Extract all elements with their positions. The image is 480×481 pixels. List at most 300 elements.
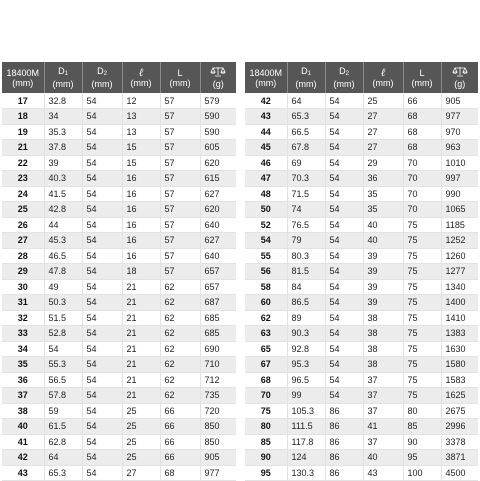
cell-size: 35	[2, 357, 44, 373]
column-header-ell	[363, 62, 403, 93]
cell-d2: 86	[325, 434, 363, 450]
cell-d1: 70.3	[287, 171, 325, 187]
cell-d2: 86	[325, 465, 363, 481]
column-header-d1	[44, 62, 82, 93]
cell-d1: 47.8	[44, 264, 82, 280]
cell-ell: 18	[122, 264, 160, 280]
cell-d2: 54	[82, 217, 122, 233]
cell-size: 70	[245, 388, 287, 404]
cell-d1: 124	[287, 450, 325, 466]
table-row	[2, 434, 236, 450]
cell-weight: 627	[200, 186, 236, 202]
table-row	[2, 372, 236, 388]
cell-size: 32	[2, 310, 44, 326]
cell-ell: 38	[363, 341, 403, 357]
table-row	[2, 202, 236, 218]
cell-d1: 89	[287, 310, 325, 326]
cell-ell: 16	[122, 186, 160, 202]
cell-d1: 50.3	[44, 295, 82, 311]
cell-l: 75	[403, 341, 441, 357]
table-row	[2, 403, 236, 419]
cell-weight: 657	[200, 264, 236, 280]
cell-l: 75	[403, 295, 441, 311]
cell-ell: 21	[122, 388, 160, 404]
cell-l: 75	[403, 372, 441, 388]
cell-size: 46	[245, 155, 287, 171]
table-row	[2, 171, 236, 187]
column-title: D1	[301, 66, 311, 77]
cell-d1: 54	[44, 341, 82, 357]
cell-ell: 16	[122, 217, 160, 233]
cell-ell: 40	[363, 450, 403, 466]
cell-weight: 710	[200, 357, 236, 373]
cell-size: 75	[245, 403, 287, 419]
cell-d2: 54	[82, 124, 122, 140]
cell-weight: 977	[441, 109, 478, 125]
cell-ell: 15	[122, 140, 160, 156]
cell-size: 48	[245, 186, 287, 202]
cell-l: 57	[160, 109, 200, 125]
cell-d2: 54	[325, 155, 363, 171]
cell-size: 62	[245, 310, 287, 326]
cell-weight: 1252	[441, 233, 478, 249]
column-title: ℓ	[138, 66, 144, 79]
cell-weight: 720	[200, 403, 236, 419]
cell-weight: 905	[200, 450, 236, 466]
cell-d1: 41.5	[44, 186, 82, 202]
cell-weight: 1410	[441, 310, 478, 326]
cell-weight: 620	[200, 202, 236, 218]
table-row	[245, 326, 478, 342]
cell-d1: 65.3	[287, 109, 325, 125]
cell-l: 62	[160, 326, 200, 342]
cell-size: 45	[245, 140, 287, 156]
table-row	[245, 372, 478, 388]
cell-d1: 40.3	[44, 171, 82, 187]
cell-ell: 39	[363, 279, 403, 295]
table-row	[2, 248, 236, 264]
cell-d2: 54	[82, 434, 122, 450]
cell-d2: 54	[82, 202, 122, 218]
cell-ell: 21	[122, 372, 160, 388]
table-row	[245, 217, 478, 233]
cell-ell: 12	[122, 93, 160, 109]
table-row	[245, 419, 478, 435]
cell-size: 23	[2, 171, 44, 187]
cell-ell: 37	[363, 388, 403, 404]
column-unit: (mm)	[333, 79, 355, 89]
cell-d1: 117.8	[287, 434, 325, 450]
cell-l: 70	[403, 186, 441, 202]
cell-size: 68	[245, 372, 287, 388]
column-header-size	[245, 62, 287, 93]
cell-ell: 25	[363, 93, 403, 109]
cell-d2: 54	[82, 279, 122, 295]
cell-ell: 38	[363, 310, 403, 326]
cell-size: 24	[2, 186, 44, 202]
table-row	[245, 450, 478, 466]
cell-ell: 40	[363, 217, 403, 233]
table-row	[245, 171, 478, 187]
cell-d1: 39	[44, 155, 82, 171]
cell-d2: 54	[82, 465, 122, 481]
cell-l: 62	[160, 295, 200, 311]
cell-l: 100	[403, 465, 441, 481]
cell-weight: 1583	[441, 372, 478, 388]
cell-l: 57	[160, 233, 200, 249]
column-header-l	[160, 62, 200, 93]
cell-d1: 92.8	[287, 341, 325, 357]
table-row	[2, 357, 236, 373]
cell-size: 54	[245, 233, 287, 249]
cell-d2: 54	[82, 450, 122, 466]
cell-d2: 54	[82, 93, 122, 109]
cell-l: 57	[160, 155, 200, 171]
table-row	[2, 419, 236, 435]
cell-d1: 105.3	[287, 403, 325, 419]
cell-ell: 41	[363, 419, 403, 435]
cell-l: 66	[160, 403, 200, 419]
column-unit: (mm)	[52, 79, 74, 89]
cell-weight: 850	[200, 434, 236, 450]
cell-d1: 35.3	[44, 124, 82, 140]
cell-l: 66	[160, 419, 200, 435]
cell-size: 85	[245, 434, 287, 450]
cell-size: 36	[2, 372, 44, 388]
cell-d2: 54	[325, 93, 363, 109]
cell-weight: 850	[200, 419, 236, 435]
table-row	[2, 233, 236, 249]
cell-weight: 712	[200, 372, 236, 388]
cell-ell: 27	[122, 465, 160, 481]
table-row	[245, 93, 478, 109]
cell-d1: 37.8	[44, 140, 82, 156]
table-row	[2, 341, 236, 357]
cell-ell: 21	[122, 357, 160, 373]
column-header-weight	[441, 62, 478, 93]
cell-l: 95	[403, 450, 441, 466]
column-header-d2	[325, 62, 363, 93]
cell-size: 58	[245, 279, 287, 295]
table-row	[2, 388, 236, 404]
cell-d1: 81.5	[287, 264, 325, 280]
cell-d1: 90.3	[287, 326, 325, 342]
table-row	[2, 140, 236, 156]
column-title: D2	[339, 66, 349, 77]
cell-size: 52	[245, 217, 287, 233]
cell-l: 66	[403, 93, 441, 109]
cell-ell: 36	[363, 171, 403, 187]
cell-size: 19	[2, 124, 44, 140]
cell-d2: 54	[325, 140, 363, 156]
cell-d1: 76.5	[287, 217, 325, 233]
table-row	[245, 310, 478, 326]
cell-d2: 54	[325, 341, 363, 357]
cell-ell: 16	[122, 248, 160, 264]
cell-size: 42	[2, 450, 44, 466]
cell-weight: 735	[200, 388, 236, 404]
cell-ell: 21	[122, 326, 160, 342]
cell-weight: 1277	[441, 264, 478, 280]
cell-ell: 38	[363, 326, 403, 342]
column-header-d1	[287, 62, 325, 93]
cell-d2: 54	[325, 388, 363, 404]
table-row	[245, 109, 478, 125]
cell-d2: 54	[325, 310, 363, 326]
cell-d1: 57.8	[44, 388, 82, 404]
cell-d1: 80.3	[287, 248, 325, 264]
cell-d2: 86	[325, 419, 363, 435]
cell-size: 28	[2, 248, 44, 264]
cell-d1: 79	[287, 233, 325, 249]
cell-l: 62	[160, 388, 200, 404]
table-header-row	[245, 62, 478, 93]
cell-weight: 1580	[441, 357, 478, 373]
cell-size: 17	[2, 93, 44, 109]
cell-ell: 29	[363, 155, 403, 171]
cell-d1: 67.8	[287, 140, 325, 156]
cell-ell: 16	[122, 171, 160, 187]
table-row	[245, 155, 478, 171]
cell-d2: 54	[82, 326, 122, 342]
cell-l: 75	[403, 326, 441, 342]
cell-weight: 2996	[441, 419, 478, 435]
cell-size: 18	[2, 109, 44, 125]
cell-size: 95	[245, 465, 287, 481]
table-row	[245, 186, 478, 202]
cell-d2: 54	[325, 233, 363, 249]
cell-weight: 963	[441, 140, 478, 156]
cell-weight: 1630	[441, 341, 478, 357]
column-title: L	[419, 67, 425, 78]
table-row	[2, 279, 236, 295]
cell-d2: 54	[325, 372, 363, 388]
scale-icon	[201, 66, 237, 79]
table-row	[2, 326, 236, 342]
table-row	[2, 124, 236, 140]
cell-d1: 69	[287, 155, 325, 171]
cell-weight: 1625	[441, 388, 478, 404]
cell-size: 27	[2, 233, 44, 249]
cell-d1: 49	[44, 279, 82, 295]
column-header-size	[2, 62, 44, 93]
column-unit: (mm)	[411, 77, 433, 88]
cell-d1: 59	[44, 403, 82, 419]
cell-weight: 905	[441, 93, 478, 109]
cell-ell: 39	[363, 264, 403, 280]
cell-d2: 54	[325, 279, 363, 295]
cell-l: 70	[403, 155, 441, 171]
cell-d2: 54	[325, 171, 363, 187]
cell-d2: 54	[82, 140, 122, 156]
cell-l: 75	[403, 357, 441, 373]
cell-d1: 51.5	[44, 310, 82, 326]
cell-ell: 25	[122, 450, 160, 466]
cell-l: 57	[160, 124, 200, 140]
cell-l: 85	[403, 419, 441, 435]
cell-size: 31	[2, 295, 44, 311]
cell-d2: 54	[82, 264, 122, 280]
cell-l: 62	[160, 310, 200, 326]
cell-ell: 39	[363, 295, 403, 311]
size-table-right	[245, 62, 478, 481]
cell-d2: 54	[82, 171, 122, 187]
cell-d1: 74	[287, 202, 325, 218]
cell-weight: 605	[200, 140, 236, 156]
cell-weight: 590	[200, 124, 236, 140]
cell-ell: 13	[122, 124, 160, 140]
table-row	[245, 388, 478, 404]
cell-weight: 3871	[441, 450, 478, 466]
cell-ell: 37	[363, 403, 403, 419]
cell-weight: 2675	[441, 403, 478, 419]
cell-d2: 54	[82, 372, 122, 388]
table-row	[2, 450, 236, 466]
cell-ell: 35	[363, 186, 403, 202]
cell-l: 57	[160, 217, 200, 233]
cell-weight: 690	[200, 341, 236, 357]
cell-size: 42	[245, 93, 287, 109]
cell-d1: 86.5	[287, 295, 325, 311]
table-row	[245, 264, 478, 280]
column-unit: (mm)	[130, 77, 152, 88]
cell-weight: 4500	[441, 465, 478, 481]
cell-d1: 34	[44, 109, 82, 125]
cell-size: 38	[2, 403, 44, 419]
cell-d2: 86	[325, 403, 363, 419]
cell-ell: 35	[363, 202, 403, 218]
cell-l: 70	[403, 171, 441, 187]
cell-l: 57	[160, 171, 200, 187]
table-row	[2, 186, 236, 202]
column-title: 18400M	[6, 67, 40, 78]
cell-d2: 54	[82, 357, 122, 373]
cell-l: 57	[160, 202, 200, 218]
cell-l: 57	[160, 140, 200, 156]
cell-d1: 45.3	[44, 233, 82, 249]
column-header-weight	[200, 62, 236, 93]
cell-d2: 54	[82, 248, 122, 264]
cell-l: 75	[403, 217, 441, 233]
cell-weight: 657	[200, 279, 236, 295]
cell-l: 75	[403, 233, 441, 249]
cell-l: 62	[160, 341, 200, 357]
cell-d1: 96.5	[287, 372, 325, 388]
cell-ell: 37	[363, 372, 403, 388]
cell-d1: 64	[44, 450, 82, 466]
cell-d1: 95.3	[287, 357, 325, 373]
cell-d2: 54	[325, 186, 363, 202]
cell-l: 75	[403, 279, 441, 295]
cell-d1: 65.3	[44, 465, 82, 481]
cell-size: 21	[2, 140, 44, 156]
cell-weight: 1340	[441, 279, 478, 295]
size-table-left	[2, 62, 236, 481]
cell-ell: 37	[363, 434, 403, 450]
column-title: 18400M	[249, 67, 283, 78]
cell-d1: 84	[287, 279, 325, 295]
cell-l: 62	[160, 357, 200, 373]
cell-ell: 43	[363, 465, 403, 481]
table-row	[245, 124, 478, 140]
table-row	[245, 403, 478, 419]
cell-weight: 640	[200, 248, 236, 264]
table-row	[245, 434, 478, 450]
column-header-l	[403, 62, 441, 93]
table-row	[2, 310, 236, 326]
cell-l: 68	[403, 109, 441, 125]
cell-weight: 687	[200, 295, 236, 311]
cell-ell: 27	[363, 124, 403, 140]
cell-d2: 54	[325, 326, 363, 342]
table-row	[2, 264, 236, 280]
cell-d1: 56.5	[44, 372, 82, 388]
cell-d2: 86	[325, 450, 363, 466]
cell-ell: 21	[122, 310, 160, 326]
cell-size: 50	[245, 202, 287, 218]
cell-ell: 21	[122, 341, 160, 357]
cell-d2: 54	[325, 357, 363, 373]
table-row	[245, 295, 478, 311]
cell-size: 25	[2, 202, 44, 218]
table-header-row	[2, 62, 236, 93]
cell-d1: 111.5	[287, 419, 325, 435]
cell-d2: 54	[82, 295, 122, 311]
cell-d2: 54	[82, 388, 122, 404]
cell-d2: 54	[82, 155, 122, 171]
cell-ell: 21	[122, 279, 160, 295]
cell-ell: 15	[122, 155, 160, 171]
column-title: D2	[97, 66, 107, 77]
cell-l: 57	[160, 93, 200, 109]
cell-size: 37	[2, 388, 44, 404]
cell-l: 57	[160, 248, 200, 264]
cell-size: 22	[2, 155, 44, 171]
cell-weight: 997	[441, 171, 478, 187]
cell-size: 90	[245, 450, 287, 466]
table-row	[245, 233, 478, 249]
cell-d1: 62.8	[44, 434, 82, 450]
cell-ell: 13	[122, 109, 160, 125]
cell-l: 75	[403, 248, 441, 264]
cell-size: 41	[2, 434, 44, 450]
cell-ell: 40	[363, 233, 403, 249]
cell-size: 43	[2, 465, 44, 481]
column-unit: (mm)	[169, 77, 191, 88]
cell-d2: 54	[325, 264, 363, 280]
column-title: L	[177, 67, 183, 78]
table-row	[245, 248, 478, 264]
cell-size: 80	[245, 419, 287, 435]
cell-size: 44	[245, 124, 287, 140]
cell-l: 68	[160, 465, 200, 481]
cell-l: 57	[160, 264, 200, 280]
cell-d1: 52.8	[44, 326, 82, 342]
table-row	[245, 465, 478, 481]
scale-icon	[442, 66, 479, 79]
cell-l: 75	[403, 310, 441, 326]
cell-size: 55	[245, 248, 287, 264]
cell-d2: 54	[82, 341, 122, 357]
cell-d1: 64	[287, 93, 325, 109]
table-row	[245, 202, 478, 218]
cell-ell: 39	[363, 248, 403, 264]
table-row	[245, 140, 478, 156]
cell-d2: 54	[82, 403, 122, 419]
cell-weight: 1010	[441, 155, 478, 171]
cell-l: 62	[160, 279, 200, 295]
table-row	[245, 357, 478, 373]
